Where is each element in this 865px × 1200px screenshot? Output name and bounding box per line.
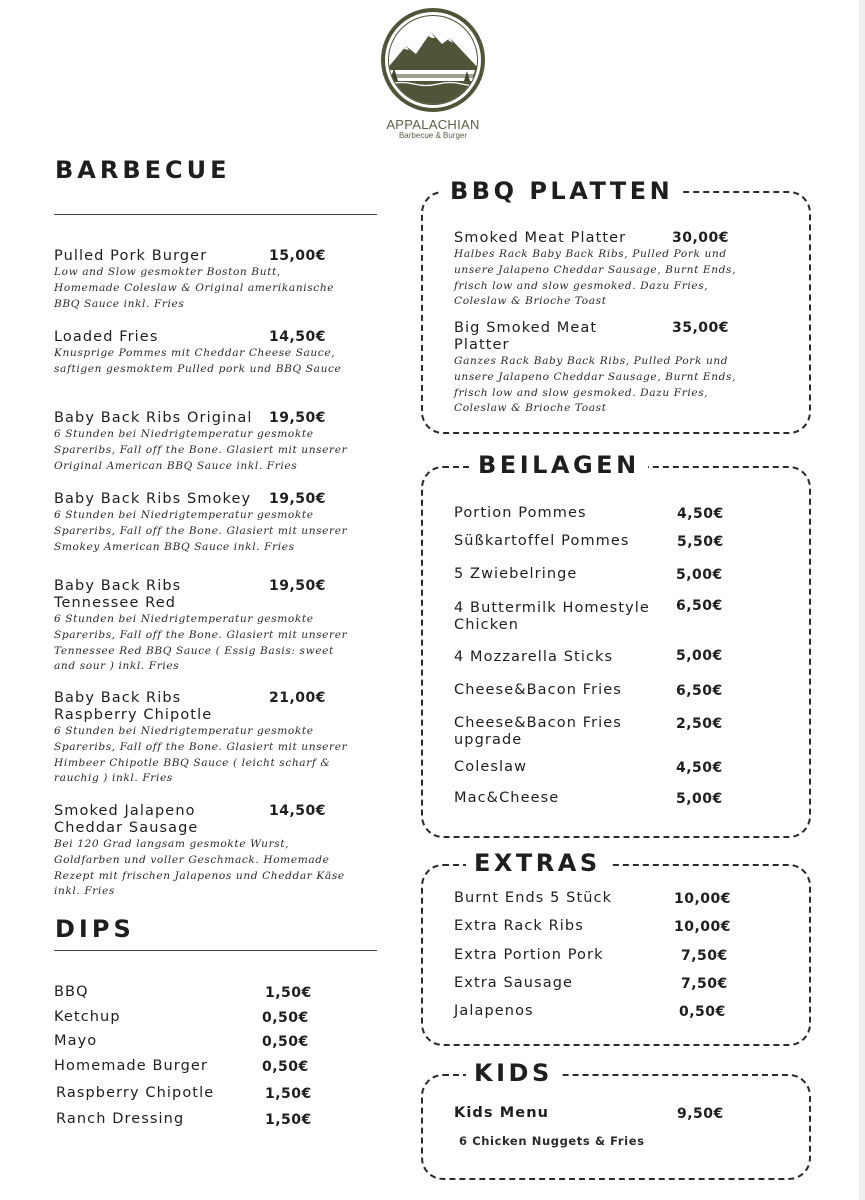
item-description: 6 Stunden bei Niedrigtemperatur gesmokte Spareribs, Fall off the Bone. Glasiert mit unserer Tennessee Red BBQ Sauce ( Essig Basis: sweet and sour ) inkl. Fries: [54, 613, 348, 673]
item-name: Baby Back Ribs Original: [54, 410, 253, 426]
side-price: 5,00€: [676, 648, 723, 664]
item-description: Bei 120 Grad langsam gesmokte Wurst, Goldfarben und voller Geschmack. Homemade Rezept mit frischen Jalapenos und Cheddar Käse inkl. Fries: [54, 838, 345, 898]
dip-name: Ranch Dressing: [56, 1111, 185, 1127]
item-description: 6 Stunden bei Niedrigtemperatur gesmokte Spareribs, Fall off the Bone. Glasiert mit unserer Himbeer Chipotle BBQ Sauce ( leicht scharf & rauchig ) inkl. Fries: [54, 725, 348, 785]
dip-name: BBQ: [54, 984, 89, 1000]
dip-price: 1,50€: [265, 985, 312, 1001]
item-name: Smoked Jalapeno Cheddar Sausage: [54, 803, 199, 836]
side-price: 2,50€: [676, 716, 723, 732]
extra-name: Extra Sausage: [454, 975, 574, 991]
item-price: 19,50€: [269, 578, 327, 594]
item-description: Knusprige Pommes mit Cheddar Cheese Sauce, saftigen gesmoktem Pulled pork und BBQ Sauce: [54, 347, 342, 375]
side-price: 5,00€: [676, 791, 723, 807]
extra-price: 10,00€: [674, 919, 732, 935]
side-name: Coleslaw: [454, 759, 528, 775]
item-price: 14,50€: [269, 803, 327, 819]
section-title-barbecue: BARBECUE: [55, 156, 231, 184]
item-price: 14,50€: [269, 329, 327, 345]
kids-item-description: 6 Chicken Nuggets & Fries: [459, 1134, 645, 1148]
extra-price: 7,50€: [681, 948, 728, 964]
item-name: Big Smoked Meat Platter: [454, 320, 598, 353]
menu-item: [54, 491, 384, 555]
section-title-platten: BBQ PLATTEN: [442, 177, 681, 205]
item-price: 30,00€: [672, 230, 730, 246]
extra-name: Extra Portion Pork: [454, 947, 604, 963]
dip-name: Ketchup: [54, 1009, 121, 1025]
extra-price: 10,00€: [674, 891, 732, 907]
extra-price: 0,50€: [679, 1004, 726, 1020]
kids-item-name: Kids Menu: [454, 1105, 550, 1121]
item-name: Pulled Pork Burger: [54, 248, 208, 264]
side-name: Cheese&Bacon Fries upgrade: [454, 715, 622, 748]
brand-name: APPALACHIAN: [386, 117, 480, 132]
item-name: Smoked Meat Platter: [454, 230, 627, 246]
kids-item-price: 9,50€: [677, 1106, 724, 1122]
menu-item: [54, 690, 384, 787]
brand-tagline: Barbecue & Burger: [398, 131, 468, 140]
side-name: 5 Zwiebelringe: [454, 566, 578, 582]
item-name: Loaded Fries: [54, 329, 159, 345]
side-name: Süßkartoffel Pommes: [454, 533, 630, 549]
page-edge: [859, 0, 865, 1200]
section-box-kids: [421, 1074, 811, 1180]
side-price: 5,50€: [677, 534, 724, 550]
side-name: Portion Pommes: [454, 505, 587, 521]
side-name: 4 Buttermilk Homestyle Chicken: [454, 600, 650, 633]
dip-name: Raspberry Chipotle: [56, 1085, 215, 1101]
item-description: Low and Slow gesmokter Boston Butt, Homemade Coleslaw & Original amerikanische BBQ Sauce inkl. Fries: [54, 266, 335, 310]
divider: [54, 214, 377, 215]
menu-item: [54, 329, 384, 378]
dip-price: 1,50€: [265, 1112, 312, 1128]
menu-item: [54, 410, 384, 474]
item-price: 19,50€: [269, 491, 327, 507]
dip-name: Homemade Burger: [54, 1058, 208, 1074]
side-name: Mac&Cheese: [454, 790, 560, 806]
side-name: 4 Mozzarella Sticks: [454, 649, 614, 665]
side-price: 6,50€: [676, 683, 723, 699]
item-name: Baby Back Ribs Tennessee Red: [54, 578, 182, 611]
extra-price: 7,50€: [681, 976, 728, 992]
item-price: 19,50€: [269, 410, 327, 426]
item-description: 6 Stunden bei Niedrigtemperatur gesmokte Spareribs, Fall off the Bone. Glasiert mit unserer Smokey American BBQ Sauce inkl. Fries: [54, 509, 348, 553]
section-title-dips: DIPS: [55, 915, 135, 943]
menu-item: [454, 230, 784, 310]
dip-name: Mayo: [54, 1033, 98, 1049]
item-name: Baby Back Ribs Raspberry Chipotle: [54, 690, 213, 723]
section-title-kids: KIDS: [466, 1059, 561, 1087]
menu-item: [54, 248, 384, 312]
divider: [54, 950, 377, 951]
menu-item: [54, 578, 384, 675]
side-price: 5,00€: [676, 567, 723, 583]
item-description: Ganzes Rack Baby Back Ribs, Pulled Pork und unsere Jalapeno Cheddar Sausage, Burnt Ends, frisch low and slow gesmoked. Dazu Fries, Coleslaw & Brioche Toast: [454, 355, 737, 415]
extra-name: Burnt Ends 5 Stück: [454, 890, 613, 906]
dip-price: 0,50€: [262, 1059, 309, 1075]
extra-name: Jalapenos: [454, 1003, 534, 1019]
item-name: Baby Back Ribs Smokey: [54, 491, 252, 507]
side-price: 4,50€: [676, 760, 723, 776]
item-price: 21,00€: [269, 690, 327, 706]
dip-price: 1,50€: [265, 1086, 312, 1102]
menu-item: [454, 320, 784, 417]
extra-name: Extra Rack Ribs: [454, 918, 584, 934]
item-description: Halbes Rack Baby Back Ribs, Pulled Pork und unsere Jalapeno Cheddar Sausage, Burnt Ends, frisch low and slow gesmoked. Dazu Fries, Coleslaw & Brioche Toast: [454, 248, 737, 308]
item-price: 35,00€: [672, 320, 730, 336]
dip-price: 0,50€: [262, 1010, 309, 1026]
item-description: 6 Stunden bei Niedrigtemperatur gesmokte Spareribs, Fall off the Bone. Glasiert mit unserer Original American BBQ Sauce inkl. Fries: [54, 428, 348, 472]
dip-price: 0,50€: [262, 1034, 309, 1050]
mountain-logo: [376, 8, 490, 128]
menu-item: [54, 803, 384, 900]
side-name: Cheese&Bacon Fries: [454, 682, 622, 698]
side-price: 6,50€: [676, 598, 723, 614]
item-price: 15,00€: [269, 248, 327, 264]
section-title-extras: EXTRAS: [466, 849, 609, 877]
side-price: 4,50€: [677, 506, 724, 522]
section-title-beilagen: BEILAGEN: [470, 451, 648, 479]
